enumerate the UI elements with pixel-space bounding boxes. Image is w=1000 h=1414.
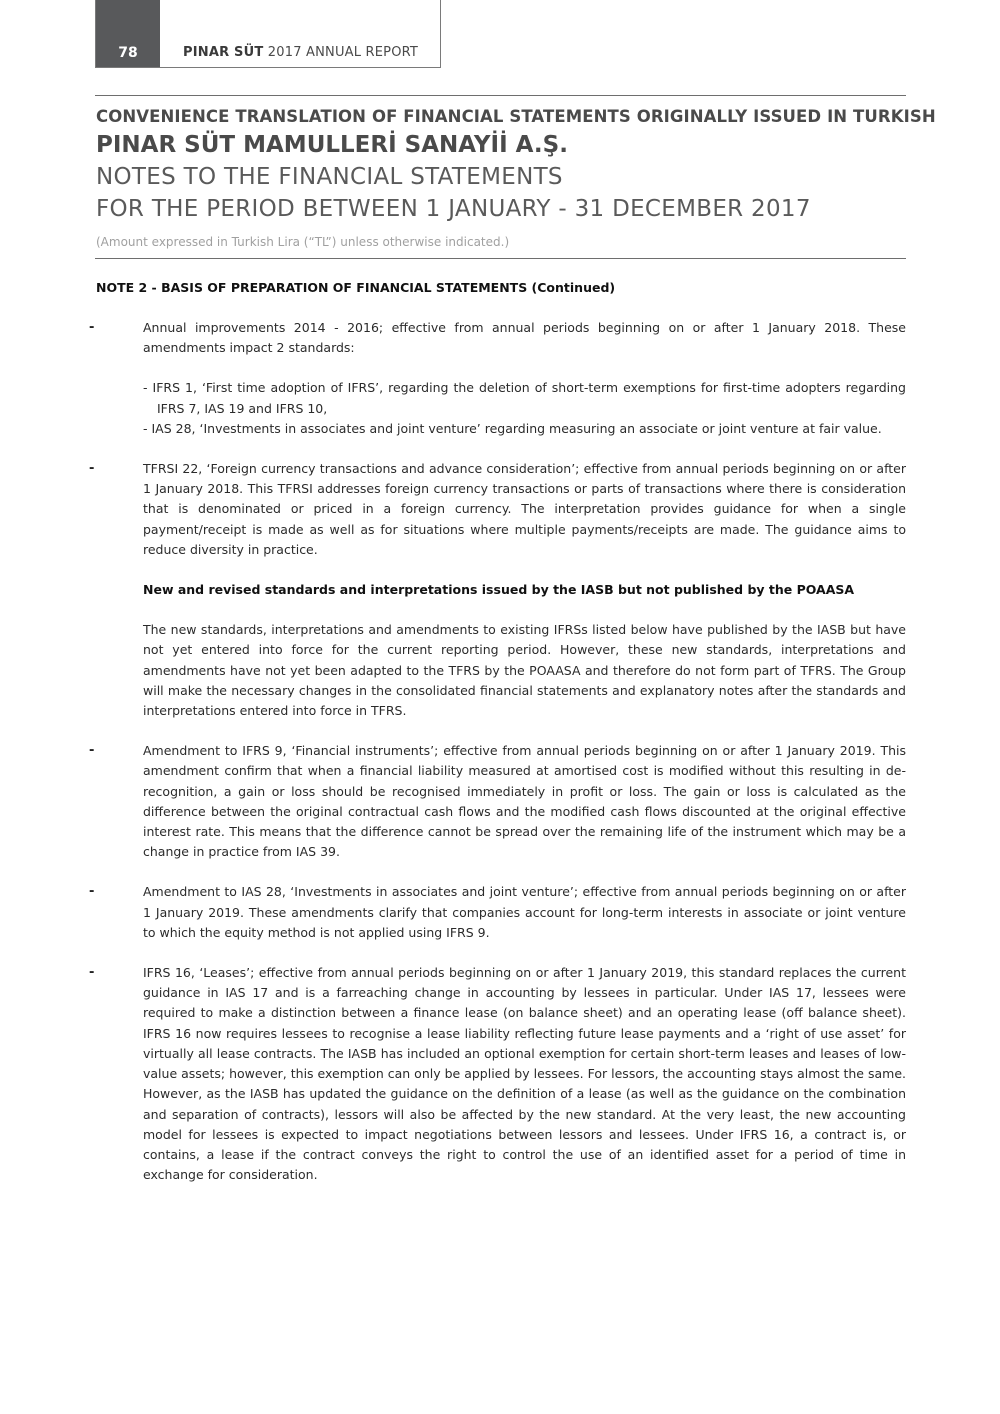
convenience-translation-title: CONVENIENCE TRANSLATION OF FINANCIAL STATEMENTS ORIGINALLY ISSUED IN TURKISH [96,107,936,126]
bullet-dash: - [89,965,95,981]
report-title-text: 2017 ANNUAL REPORT [267,45,419,60]
paragraph-tfrsi22: TFRSI 22, ‘Foreign currency transactions and advance consideration’; effective from annual periods beginning on or after 1 January 2018. This TFRSI addresses foreign currency transactions or parts of transactions where there is consideration that is denominated or priced in a foreign currency. The interpretation provides guidance for when a single payment/receipt is made as well as for situations where multiple payments/receipts are made. The guidance aims to reduce diversity in practice. [143,461,906,557]
page-number: 78 [96,0,160,67]
paragraph-ifrs9: Amendment to IFRS 9, ‘Financial instruments’; effective from annual periods beginning on or after 1 January 2019. This amendment confirm that when a financial liability measured at amortised cost is modified without this resulting in de-recognition, a gain or loss should be recognised immediately in profit or loss. The gain or loss is calculated as the difference between the original contractual cash flows and the modified cash flows discounted at the original effective interest rate. This means that the difference cannot be spread over the remaining life of the instrument which may be a change in practice from IAS 39. [143,743,906,860]
period-title: FOR THE PERIOD BETWEEN 1 JANUARY - 31 DECEMBER 2017 [96,196,811,222]
sub-list [143,378,906,439]
paragraph-ifrs16: IFRS 16, ‘Leases’; effective from annual periods beginning on or after 1 January 2019, this standard replaces the current guidance in IAS 17 and is a farreaching change in accounting by lessees in particular. Under IAS 17, lessees were required to make a distinction between a finance lease (on balance sheet) and an operating lease (off balance sheet). IFRS 16 now requires lessees to recognise a lease liability reflecting future lease payments and a ‘right of use asset’ for virtually all lease contracts. The IASB has included an optional exemption for certain short-term leases and leases of low-value assets; however, this exemption can only be applied by lessees. For lessors, the accounting stays almost the same. However, as the IASB has updated the guidance on the definition of a lease (as well as the guidance on the combination and separation of contracts), lessors will also be affected by the new standard. At the very least, the new accounting model for lessees is expected to impact negotiations between lessors and lessees. Under IFRS 16, a contract is, or contains, a lease if the contract conveys the right to control the use of an identified asset for a period of time in exchange for consideration. [143,965,906,1183]
page-header-box [95,0,441,68]
sub-list-item-ifrs1: - IFRS 1, ‘First time adoption of IFRS’, regarding the deletion of short-term exemptions for first-time adopters regarding IFRS 7, IAS 19 and IFRS 10, [143,380,906,416]
amount-note: (Amount expressed in Turkish Lira (“TL”) unless otherwise indicated.) [96,235,510,249]
list-item [0,963,1000,1185]
paragraph-annual-improvements: Annual improvements 2014 - 2016; effective from annual periods beginning on or after 1 January 2018. These amendments impact 2 standards: [143,320,906,356]
report-title [183,45,418,60]
bullet-dash: - [89,884,95,900]
company-name: PINAR SÜT MAMULLERİ SANAYİİ A.Ş. [96,132,568,158]
list-item [0,459,1000,560]
notes-title: NOTES TO THE FINANCIAL STATEMENTS [96,164,563,190]
sub-list-item-ias28: - IAS 28, ‘Investments in associates and joint venture’ regarding measuring an associate or joint venture at fair value. [143,420,882,436]
bullet-dash: - [89,743,95,759]
bullet-dash: - [89,320,95,335]
paragraph-ias28: Amendment to IAS 28, ‘Investments in associates and joint venture’; effective from annual periods beginning on or after 1 January 2019. These amendments clarify that companies account for long-term interests in associate or joint venture to which the equity method is not applied using IFRS 9. [143,884,906,940]
paragraph-intro: The new standards, interpretations and amendments to existing IFRSs listed below have published by the IASB but have not yet entered into force for the current reporting period. However, these new standards, interpretations and amendments have not yet been adapted to the TFRS by the POAASA and therefore do not form part of TFRS. The Group will make the necessary changes in the consolidated financial statements and explanatory notes after the standards and interpretations entered into force in TFRS. [143,622,906,719]
header-top-rule [95,95,906,96]
list-item [0,882,1000,943]
company-short-name: PINAR SÜT [183,45,264,60]
intro-block [0,620,1000,721]
note-heading: NOTE 2 - BASIS OF PREPARATION OF FINANCIAL STATEMENTS (Continued) [96,280,616,295]
note-body [0,318,1000,1205]
header-bottom-rule [95,258,906,259]
section-subheading-block [0,580,1000,600]
section-subheading: New and revised standards and interpretations issued by the IASB but not published by the POAASA [143,582,855,598]
list-item [0,741,1000,862]
bullet-dash: - [89,461,95,477]
list-item [0,318,1000,358]
